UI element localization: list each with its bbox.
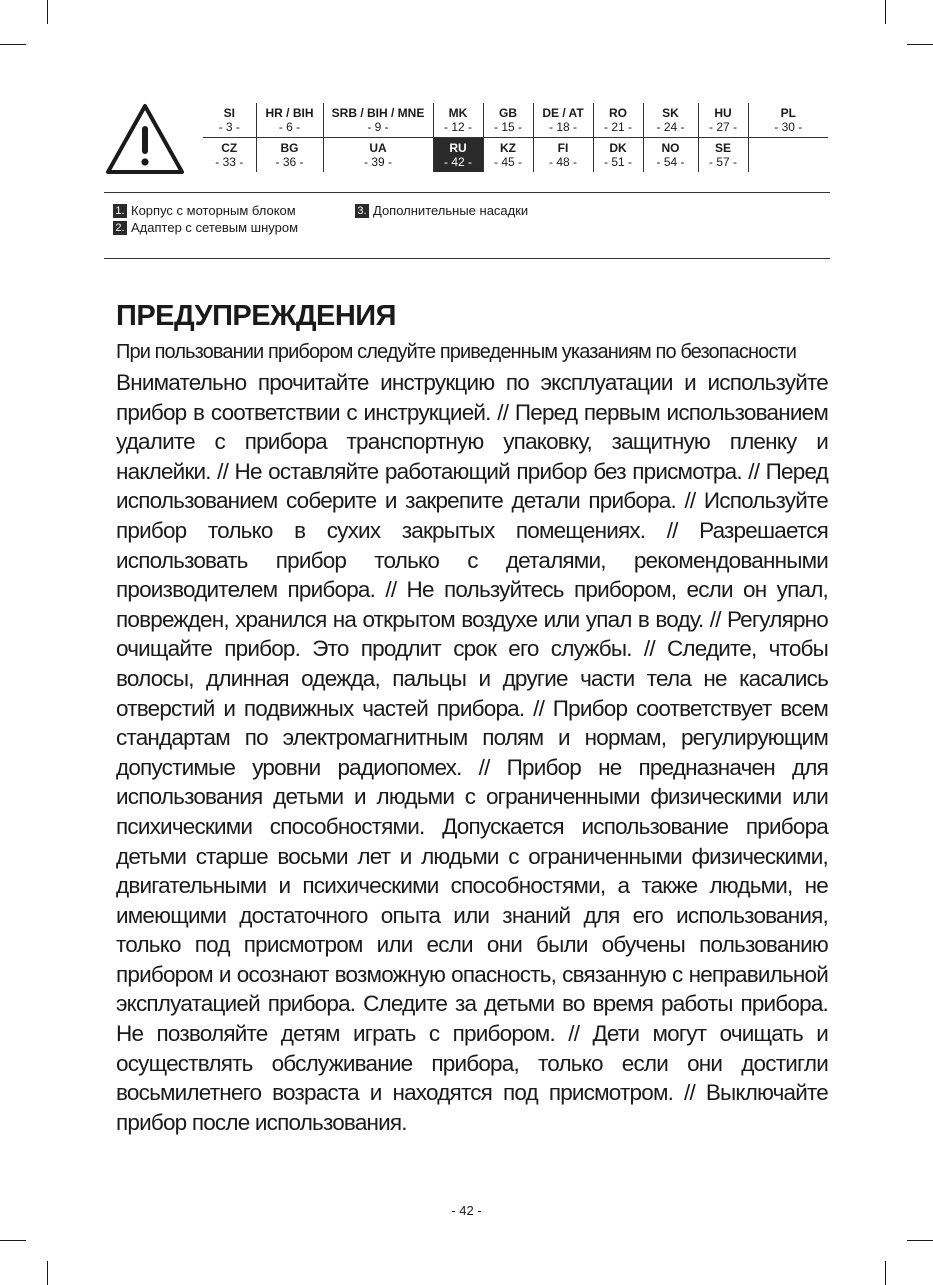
crop-mark (47, 0, 48, 24)
crop-mark (885, 0, 886, 24)
language-cell: GB - 15 - (483, 103, 533, 138)
warning-icon (104, 102, 186, 176)
language-cell: SRB / BIH / MNE - 9 - (323, 103, 433, 138)
warnings-text: Внимательно прочитайте инструкцию по эксплуатации и используйте прибор в соответствии с инструкцией. // Перед первым использованием удалите с прибора транспортную упаковку, защитную пленку и наклейки. // Не оставляйте работающий прибор без присмотра. // Перед использованием соберите и закрепите детали прибора. // Используйте прибор только в сухих закрытых помещениях. // Разрешается использовать прибор только с деталями, рекомендованными производителем прибора. // Не пользуйтесь прибором, если он упал, поврежден, хранился на открытом воздухе или упал в воду. // Регулярно очищайте прибор. Это продлит срок его службы. // Следите, чтобы волосы, длинная одежда, пальцы и другие части тела не касались отверстий и подвижных частей прибора. // Прибор соответствует всем стандартам по электромагнитным полям и нормам, регулирующим допустимые уровни радиопомех. // Прибор не предназначен для использования детьми и людьми с ограниченными физическими или психическими способностями. Допускается использование прибора детьми старше восьми лет и людьми с ограниченными физическими, двигательными и психическими способностями, а также людьми, не имеющими достаточного опыта или знаний для его использования, только под присмотром или если они были обучены пользованию прибором и осознают возможную опасность, связанную с неправильной эксплуатацией прибора. Следите за детьми во время работы прибора. Не позволяйте детям играть с прибором. // Дети могут очищать и осуществлять обслуживание прибора, только если они достигли восьмилетнего возраста и находятся под присмотром. // Выключайте прибор после использования. (116, 370, 828, 1135)
divider (104, 192, 830, 193)
language-cell: HU - 27 - (698, 103, 748, 138)
language-cell: SE - 57 - (698, 138, 748, 173)
part-label: Адаптер с сетевым шнуром (131, 220, 299, 235)
language-row (203, 103, 828, 138)
parts-legend-right (355, 202, 528, 219)
language-cell: SI - 3 - (203, 103, 256, 138)
language-cell-current: RU - 42 - (433, 138, 483, 173)
language-cell: DE / AT - 18 - (533, 103, 593, 138)
part-number: 1. (113, 204, 127, 218)
language-cell: BG - 36 - (256, 138, 323, 173)
crop-mark (0, 1240, 26, 1241)
page-number: - 42 - (451, 1203, 482, 1218)
language-cell: RO - 21 - (593, 103, 643, 138)
crop-mark (907, 1240, 933, 1241)
part-item (113, 202, 298, 219)
part-number: 2. (113, 221, 127, 235)
language-cell: UA - 39 - (323, 138, 433, 173)
crop-mark (47, 1261, 48, 1285)
language-cell: PL - 30 - (748, 103, 828, 138)
language-row (203, 138, 828, 173)
crop-mark (0, 44, 26, 45)
part-item (113, 219, 298, 236)
part-label: Дополнительные насадки (373, 203, 529, 218)
crop-mark (885, 1261, 886, 1285)
language-cell: MK - 12 - (433, 103, 483, 138)
language-cell-empty (748, 138, 828, 173)
crop-mark (907, 44, 933, 45)
part-item (355, 202, 528, 219)
parts-legend-left (113, 202, 298, 236)
language-cell: HR / BIH - 6 - (256, 103, 323, 138)
language-cell: SK - 24 - (643, 103, 698, 138)
language-cell: FI - 48 - (533, 138, 593, 173)
part-label: Корпус с моторным блоком (131, 203, 296, 218)
section-title: ПРЕДУПРЕЖДЕНИЯ (116, 300, 396, 332)
language-index-table (203, 103, 828, 172)
section-subtitle: При пользовании прибором следуйте приведенным указаниям по безопасности (116, 341, 796, 363)
language-cell: NO - 54 - (643, 138, 698, 173)
divider (104, 258, 830, 259)
language-cell: CZ - 33 - (215, 141, 244, 169)
language-cell: DK - 51 - (593, 138, 643, 173)
language-cell: KZ - 45 - (483, 138, 533, 173)
part-number: 3. (355, 204, 369, 218)
